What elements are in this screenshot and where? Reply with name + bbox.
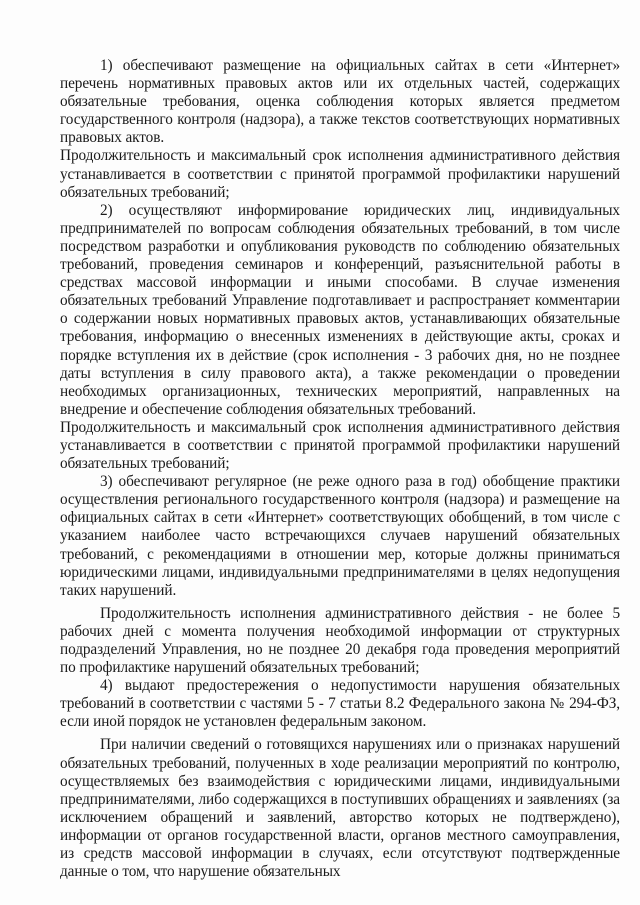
paragraph-duration-3: Продолжительность исполнения административного действия - не более 5 рабочих дней с момента получения необходимой информации от структурных подразделений Управления, но не позднее 20 декабря года проведения мероприятий по профилактике нарушений обязательных требований; [60,604,620,677]
paragraph-duration-1: Продолжительность и максимальный срок исполнения административного действия устанавливается в соответствии с принятой программой профилактики нарушений обязательных требований; [60,147,620,201]
paragraph-duration-2: Продолжительность и максимальный срок исполнения административного действия устанавливается в соответствии с принятой программой профилактики нарушений обязательных требований; [60,418,620,473]
paragraph-item-4: 4) выдают предостережения о недопустимости нарушения обязательных требований в соответствии с частями 5 - 7 статьи 8.2 Федерального закона № 294-ФЗ, если иной порядок не установлен федеральным законом. [60,677,620,731]
paragraph-item-3: 3) обеспечивают регулярное (не реже одного раза в год) обобщение практики осуществления регионального государственного контроля (надзора) и размещение на официальных сайтах в сети «Интернет» соответствующих обобщений, в том числе с указанием наиболее часто встречающихся случаев нарушений обязательных требований, с рекомендациями в отношении мер, которые должны приниматься юридическими лицами, индивидуальными предпринимателями в целях недопущения таких нарушений. [60,473,620,599]
paragraph-item-2: 2) осуществляют информирование юридических лиц, индивидуальных предпринимателей по вопросам соблюдения обязательных требований, в том числе посредством разработки и опубликования руководств по соблюдению обязательных требований, проведения семинаров и конференций, разъяснительной работы в средствах массовой информации и иными способами. В случае изменения обязательных требований Управление подготавливает и распространяет комментарии о содержании новых нормативных правовых актов, устанавливающих обязательные требования, информацию о внесенных изменениях в действующие акты, сроках и порядке вступления их в действие (срок исполнения - 3 рабочих дня, но не позднее даты вступления в силу правового акта), а также рекомендации о проведении необходимых организационных, технических мероприятий, направленных на внедрение и обеспечение соблюдения обязательных требований. [60,201,620,418]
document-body [60,57,620,881]
paragraph-violations: При наличии сведений о готовящихся нарушениях или о признаках нарушений обязательных требований, полученных в ходе реализации мероприятий по контролю, осуществляемых без взаимодействия с юридическими лицами, индивидуальными предпринимателями, либо содержащихся в поступивших обращениях и заявлениях (за исключением обращений и заявлений, авторство которых не подтверждено), информации от органов государственной власти, органов местного самоуправления, из средств массовой информации в случаях, если отсутствуют подтвержденные данные о том, что нарушение обязательных [60,736,620,881]
paragraph-item-1: 1) обеспечивают размещение на официальных сайтах в сети «Интернет» перечень нормативных правовых актов или их отдельных частей, содержащих обязательные требования, оценка соблюдения которых является предметом государственного контроля (надзора), а также текстов соответствующих нормативных правовых актов. [60,57,620,147]
